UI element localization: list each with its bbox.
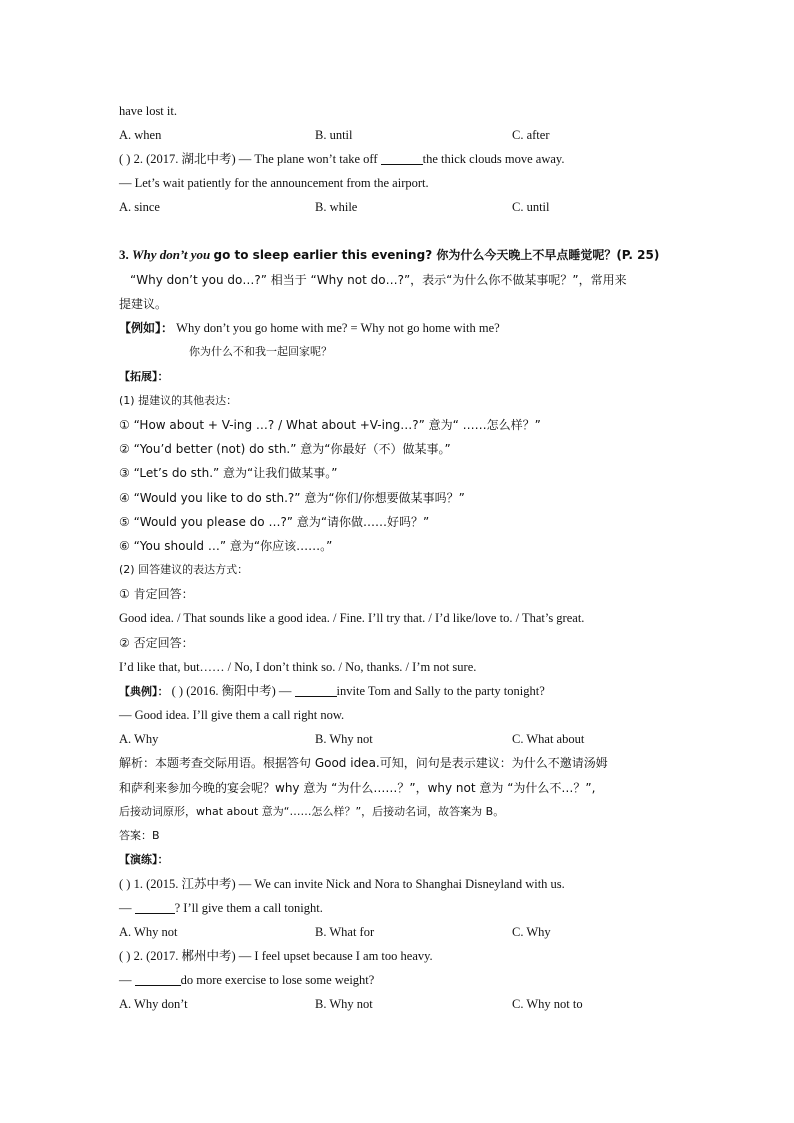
typical-label: 【典例】： <box>119 685 169 698</box>
question-2-prompt <box>119 151 565 167</box>
reply-suffix: do more exercise to lose some weight? <box>180 973 375 987</box>
option-a: A. since <box>119 200 160 214</box>
example-english: Why don’t you go home with me? = Why not go home with me? <box>176 321 500 335</box>
negative-text: I’d like that, but…… / No, I don’t think so. / No, thanks. / I’m not sure. <box>119 660 477 674</box>
extend-item: ④ “Would you like to do sth.?” 意为“你们/你想要做某事吗？” <box>119 491 465 505</box>
analysis-line-1: 解析：本题考查交际用语。根据答句 Good idea.可知，问句是表示建议：为什么不邀请汤姆 <box>119 756 608 770</box>
option-c: C. Why not to <box>512 997 583 1011</box>
heading-rest: go to sleep earlier this evening? 你为什么今天晚上不早点睡觉呢？(P. 25) <box>213 248 660 262</box>
option-a: A. Why not <box>119 925 178 939</box>
question-2-suffix: the thick clouds move away. <box>422 152 565 166</box>
section-3-heading <box>119 247 659 263</box>
extend-item: ⑥ “You should …” 意为“你应该……。” <box>119 539 333 553</box>
answer-blank <box>381 152 423 165</box>
reply-dash: — <box>119 901 132 915</box>
option-c: C. What about <box>512 732 585 746</box>
answer-blank <box>135 973 181 986</box>
question-2-reply: — Let’s wait patiently for the announcement from the airport. <box>119 176 429 190</box>
extend-item: ⑤ “Would you please do …?” 意为“请你做……好吗？” <box>119 515 430 529</box>
intro-line-1: “Why don’t you do…?” 相当于 “Why not do…?”，表示“为什么你不做某事呢？”，常用来 <box>130 273 627 287</box>
negative-title: ② 否定回答： <box>119 636 194 650</box>
option-c: C. Why <box>512 925 551 939</box>
practice-label: 【演练】： <box>119 853 169 866</box>
intro-line-2: 提建议。 <box>119 297 168 311</box>
answer: 答案：B <box>119 829 160 842</box>
example-chinese: 你为什么不和我一起回家呢？ <box>189 345 332 358</box>
analysis-line-2: 和萨利来参加今晚的宴会呢？why 意为 “为什么……？”，why not 意为 “为什么不…？”, <box>119 781 596 795</box>
positive-title: ① 肯定回答： <box>119 587 194 601</box>
analysis-line-3: 后接动词原形，what about 意为“……怎么样？”，后接动名词，故答案为 B。 <box>119 805 505 818</box>
extend-2-title: (2) 回答建议的表达方式： <box>119 563 249 576</box>
typical-prefix: ( ) (2016. 衡阳中考) — <box>171 684 292 698</box>
practice-1-prompt: ( ) 1. (2015. 江苏中考) — We can invite Nick and Nora to Shanghai Disneyland with us. <box>119 877 565 891</box>
previous-question-tail: have lost it. <box>119 104 177 118</box>
option-a: A. when <box>119 128 162 142</box>
question-2-prefix: ( ) 2. (2017. 湖北中考) — The plane won’t take off <box>119 152 378 166</box>
typical-reply: — Good idea. I’ll give them a call right now. <box>119 708 345 722</box>
reply-dash: — <box>119 973 132 987</box>
practice-1-reply <box>119 900 323 916</box>
extend-item: ② “You’d better (not) do sth.” 意为“你最好（不）做某事。” <box>119 442 451 456</box>
option-c: C. after <box>512 128 550 142</box>
heading-italic: Why don’t you <box>132 247 211 262</box>
example <box>119 320 500 336</box>
option-b: B. until <box>315 128 353 142</box>
positive-text: Good idea. / That sounds like a good idea. / Fine. I’ll try that. / I’d like/love to. / That’s great. <box>119 611 585 625</box>
extend-item: ③ “Let’s do sth.” 意为“让我们做某事。” <box>119 466 338 480</box>
typical-suffix: invite Tom and Sally to the party tonight? <box>336 684 545 698</box>
practice-2-reply <box>119 972 374 988</box>
reply-suffix: ? I’ll give them a call tonight. <box>174 901 323 915</box>
answer-blank <box>135 901 175 914</box>
option-b: B. What for <box>315 925 375 939</box>
option-b: B. while <box>315 200 358 214</box>
typical-example <box>119 683 545 700</box>
extend-label: 【拓展】： <box>119 370 169 383</box>
extend-1-title: (1) 提建议的其他表达： <box>119 394 238 407</box>
option-a: A. Why don’t <box>119 997 188 1011</box>
option-b: B. Why not <box>315 732 373 746</box>
practice-2-prompt: ( ) 2. (2017. 郴州中考) — I feel upset because I am too heavy. <box>119 949 433 963</box>
option-c: C. until <box>512 200 550 214</box>
heading-number: 3. <box>119 247 129 262</box>
option-a: A. Why <box>119 732 159 746</box>
answer-blank <box>295 684 337 697</box>
example-label: 【例如】： <box>119 321 174 335</box>
option-b: B. Why not <box>315 997 373 1011</box>
extend-item: ① “How about + V-ing …? / What about +V-ing…?” 意为“ ……怎么样？” <box>119 418 541 432</box>
